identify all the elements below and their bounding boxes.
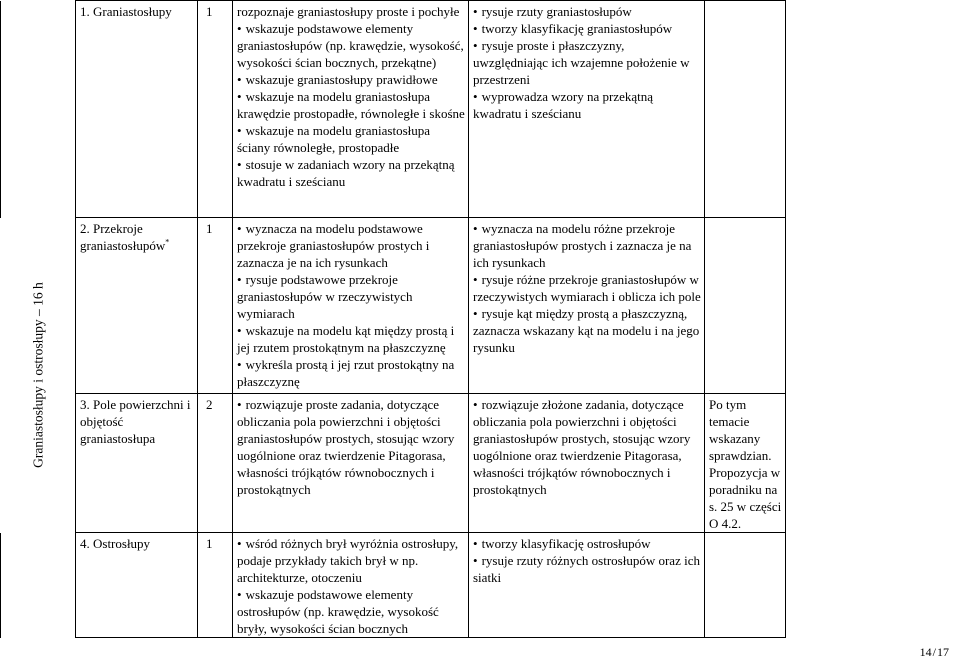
list-item: • tworzy klasyfikację graniastosłupów <box>473 20 701 37</box>
basic-requirements-cell <box>233 533 469 638</box>
hours-cell: 1 <box>198 1 233 218</box>
notes-cell <box>705 218 786 394</box>
notes-cell: Po tym temacie wskazany sprawdzian. Propozycja w poradniku na s. 25 w części O 4.2. <box>705 394 786 533</box>
list-item: • wskazuje na modelu kąt między prostą i jej rzutem prostokątnym na płaszczyznę <box>237 322 465 356</box>
hours-cell: 1 <box>198 533 233 638</box>
basic-requirements-cell <box>233 394 469 533</box>
extended-requirements-cell <box>469 533 705 638</box>
list-item: • wykreśla prostą i jej rzut prostokątny na płaszczyznę <box>237 356 465 390</box>
list-item: • wskazuje podstawowe elementy ostrosłupów (np. krawędzie, wysokość bryły, wysokości ścian bocznych <box>237 586 465 637</box>
section-label-cell <box>1 218 76 533</box>
section-cell-blank <box>1 533 76 638</box>
notes-cell <box>705 1 786 218</box>
list-item: • rysuje kąt między prostą a płaszczyzną, zaznacza wskazany kąt na modelu i na jego rysunku <box>473 305 701 356</box>
list-item: • wskazuje podstawowe elementy graniastosłupów (np. krawędzie, wysokość, wysokości ścian bocznych, przekątne) <box>237 20 465 71</box>
list-item: • rozwiązuje proste zadania, dotyczące obliczania pola powierzchni i objętości graniastosłupów prostych, stosując wzory uogólnione oraz twierdzenie Pitagorasa, własności trójkątów równobocznych i prostokątnych <box>237 396 465 498</box>
topic-cell: 3. Pole powierzchni i objętość graniastosłupa <box>76 394 198 533</box>
section-cell-blank <box>1 1 76 218</box>
list-item: • wyznacza na modelu różne przekroje graniastosłupów prostych i zaznacza je na ich rysunkach <box>473 220 701 271</box>
list-item: • wskazuje na modelu graniastosłupa krawędzie prostopadłe, równoległe i skośne <box>237 88 465 122</box>
footnote-mark: * <box>165 237 170 247</box>
list-item: rozpoznaje graniastosłupy proste i pochyłe <box>237 4 460 19</box>
table-row <box>1 533 786 638</box>
list-item: • rysuje proste i płaszczyzny, uwzględniając ich wzajemne położenie w przestrzeni <box>473 37 701 88</box>
list-item: • rysuje rzuty różnych ostrosłupów oraz ich siatki <box>473 552 701 586</box>
basic-requirements-cell <box>233 1 469 218</box>
hours-cell: 2 <box>198 394 233 533</box>
extended-requirements-cell <box>469 394 705 533</box>
notes-cell <box>705 533 786 638</box>
list-item: • rysuje różne przekroje graniastosłupów w rzeczywistych wymiarach i oblicza ich pole <box>473 271 701 305</box>
topic-cell: 4. Ostrosłupy <box>76 533 198 638</box>
extended-requirements-cell <box>469 1 705 218</box>
list-item: • stosuje w zadaniach wzory na przekątną kwadratu i sześcianu <box>237 156 465 190</box>
list-item: • wskazuje na modelu graniastosłupa ściany równoległe, prostopadłe <box>237 122 465 156</box>
topic-cell: 2. Przekroje graniastosłupów* <box>76 218 198 394</box>
list-item: • wskazuje graniastosłupy prawidłowe <box>237 71 465 88</box>
hours-cell: 1 <box>198 218 233 394</box>
list-item: • rysuje rzuty graniastosłupów <box>473 3 701 20</box>
section-label: Graniastosłupy i ostrosłupy – 16 h <box>30 282 46 468</box>
list-item: • rozwiązuje złożone zadania, dotyczące obliczania pola powierzchni i objętości graniastosłupów prostych, stosując wzory uogólnione oraz twierdzenie Pitagorasa, własności trójkątów równobocznych i prostokątnych <box>473 396 701 498</box>
list-item: • wyznacza na modelu podstawowe przekroje graniastosłupów prostych i zaznacza je na ich rysunkach <box>237 220 465 271</box>
table-row <box>1 394 786 533</box>
topic-cell: 1. Graniastosłupy <box>76 1 198 218</box>
basic-requirements-cell <box>233 218 469 394</box>
extended-requirements-cell <box>469 218 705 394</box>
list-item: • tworzy klasyfikację ostrosłupów <box>473 535 701 552</box>
list-item: • rysuje podstawowe przekroje graniastosłupów w rzeczywistych wymiarach <box>237 271 465 322</box>
table-row <box>1 1 786 218</box>
page-number: 14/17 <box>919 645 949 659</box>
table-row <box>1 218 786 394</box>
list-item: • wyprowadza wzory na przekątną kwadratu i sześcianu <box>473 88 701 122</box>
list-item: • wśród różnych brył wyróżnia ostrosłupy, podaje przykłady takich brył w np. architekturze, otoczeniu <box>237 535 465 586</box>
